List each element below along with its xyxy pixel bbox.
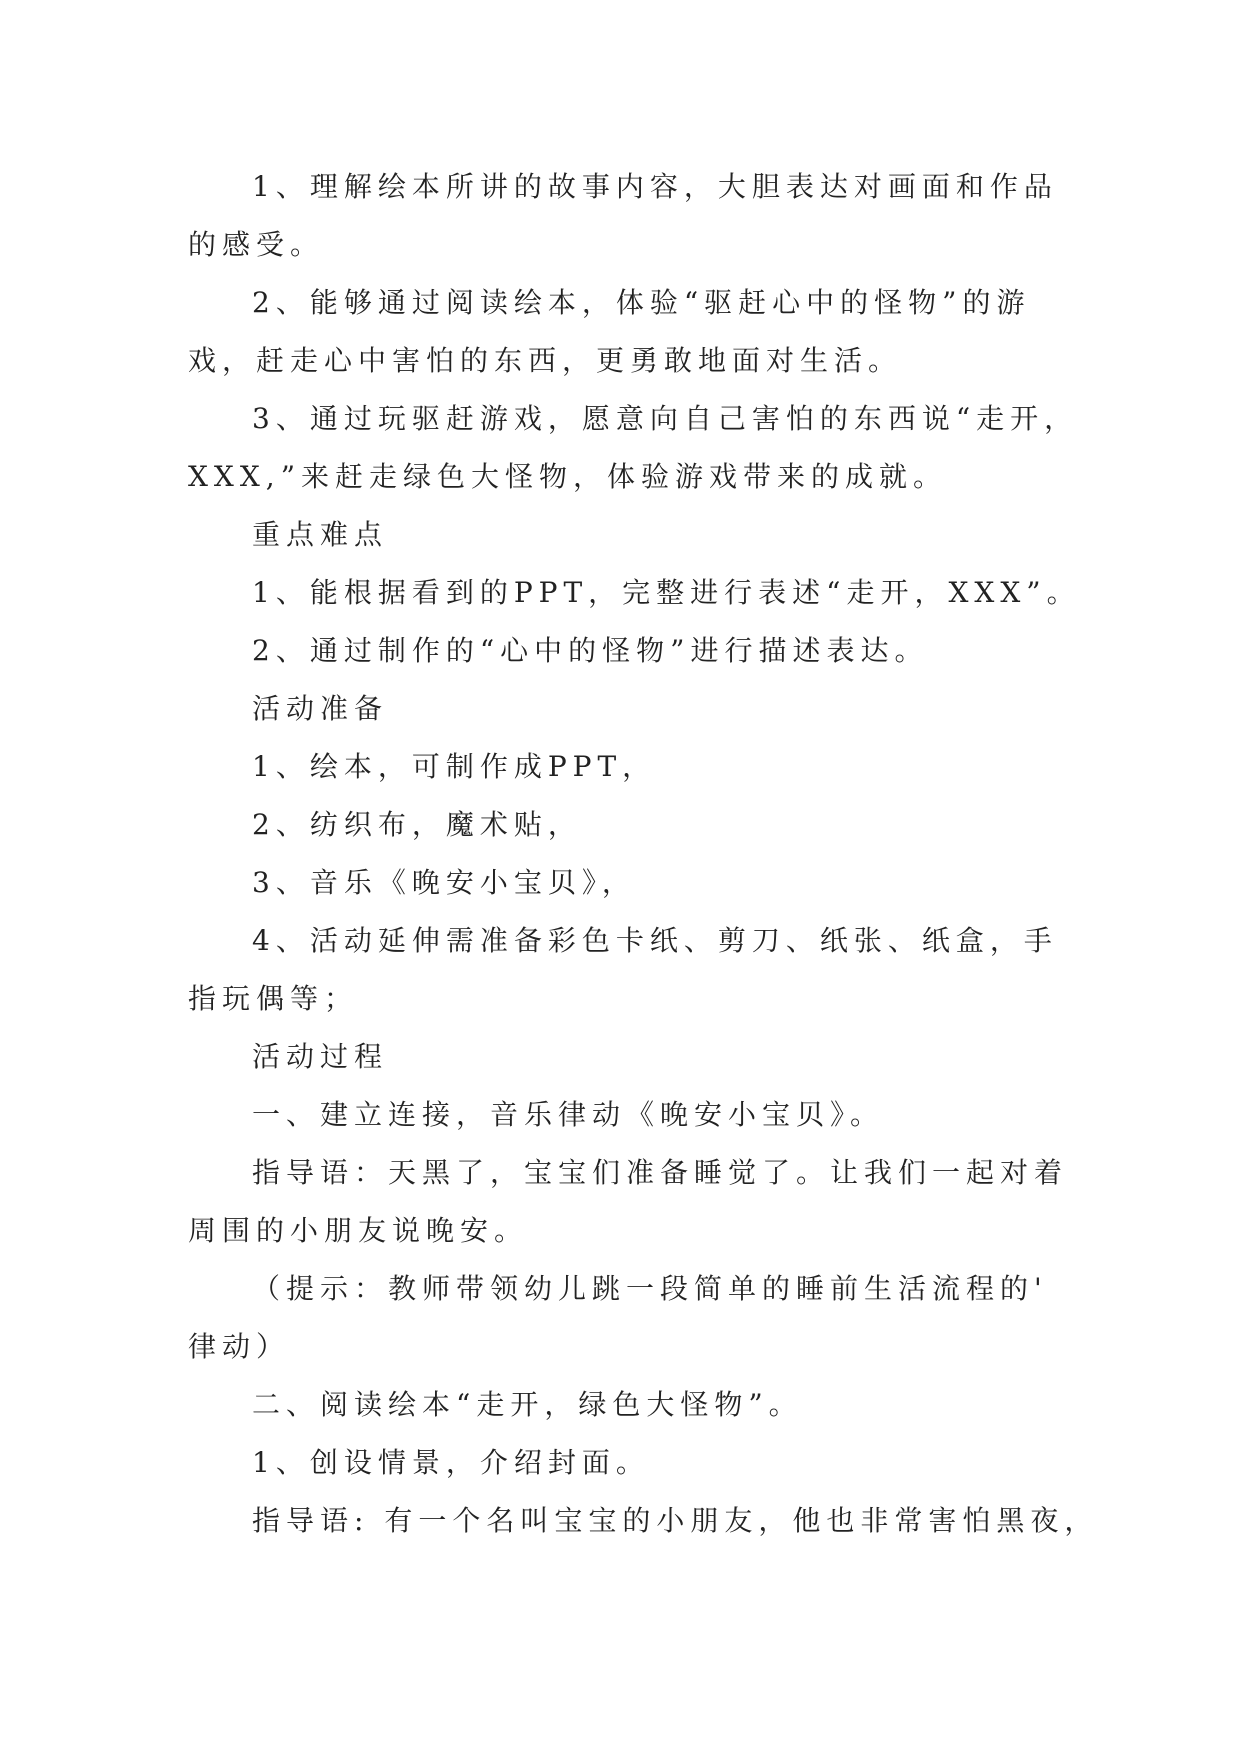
preparation-item-3	[188, 854, 1058, 912]
text-line: 指导语：天黑了，宝宝们准备睡觉了。让我们一起对着	[252, 1156, 1069, 1189]
text-line: XXX,”来赶走绿色大怪物，体验游戏带来的成就。	[188, 460, 948, 493]
hint-text	[188, 1260, 1058, 1376]
guidance-text-2	[188, 1492, 1099, 1550]
process-step-2	[188, 1376, 1058, 1434]
text-line: 指玩偶等；	[188, 982, 359, 1015]
text-line: 重点难点	[252, 518, 389, 551]
text-line: 活动过程	[252, 1040, 389, 1073]
section-heading-preparation	[188, 680, 1058, 738]
section-heading-process	[188, 1028, 1058, 1086]
text-line: 指导语: 有一个名叫宝宝的小朋友，他也非常害怕黑夜，	[252, 1504, 1099, 1537]
text-line: 1、绘本，可制作成PPT，	[252, 750, 657, 783]
text-line: 1、理解绘本所讲的故事内容，大胆表达对画面和作品	[252, 170, 1058, 203]
objective-1	[188, 158, 1058, 274]
section-heading-key-points	[188, 506, 1058, 564]
text-line: 律动）	[188, 1330, 291, 1363]
text-line: 2、能够通过阅读绘本，体验“驱赶心中的怪物”的游	[252, 286, 1031, 319]
preparation-item-2	[188, 796, 1058, 854]
text-line: 3、音乐《晚安小宝贝》，	[252, 866, 636, 899]
text-line: 3、通过玩驱赶游戏，愿意向自己害怕的东西说“走开，	[252, 402, 1079, 435]
text-line: 一、建立连接，音乐律动《晚安小宝贝》。	[252, 1098, 885, 1131]
key-point-2	[188, 622, 1058, 680]
objective-3	[188, 390, 1079, 506]
text-line: 戏，赶走心中害怕的东西，更勇敢地面对生活。	[188, 344, 903, 377]
text-line: 周围的小朋友说晚安。	[188, 1214, 529, 1247]
text-line: 1、创设情景，介绍封面。	[252, 1446, 650, 1479]
text-line: 1、能根据看到的PPT，完整进行表述“走开，XXX”。	[252, 576, 1081, 609]
text-line: 二、阅读绘本“走开，绿色大怪物”。	[252, 1388, 803, 1421]
preparation-item-1	[188, 738, 1058, 796]
text-line: 活动准备	[252, 692, 389, 725]
guidance-text-1	[188, 1144, 1069, 1260]
text-line: 2、纺织布，魔术贴，	[252, 808, 582, 841]
document-body	[188, 158, 1099, 1550]
text-line: 的感受。	[188, 228, 325, 261]
objective-2	[188, 274, 1058, 390]
text-line: 4、活动延伸需准备彩色卡纸、剪刀、纸张、纸盒，手	[252, 924, 1058, 957]
text-line: 2、通过制作的“心中的怪物”进行描述表达。	[252, 634, 929, 667]
key-point-1	[188, 564, 1081, 622]
sub-step-1	[188, 1434, 1058, 1492]
text-line: （提示：教师带领幼儿跳一段简单的睡前生活流程的'	[252, 1272, 1048, 1305]
process-step-1	[188, 1086, 1058, 1144]
preparation-item-4	[188, 912, 1058, 1028]
